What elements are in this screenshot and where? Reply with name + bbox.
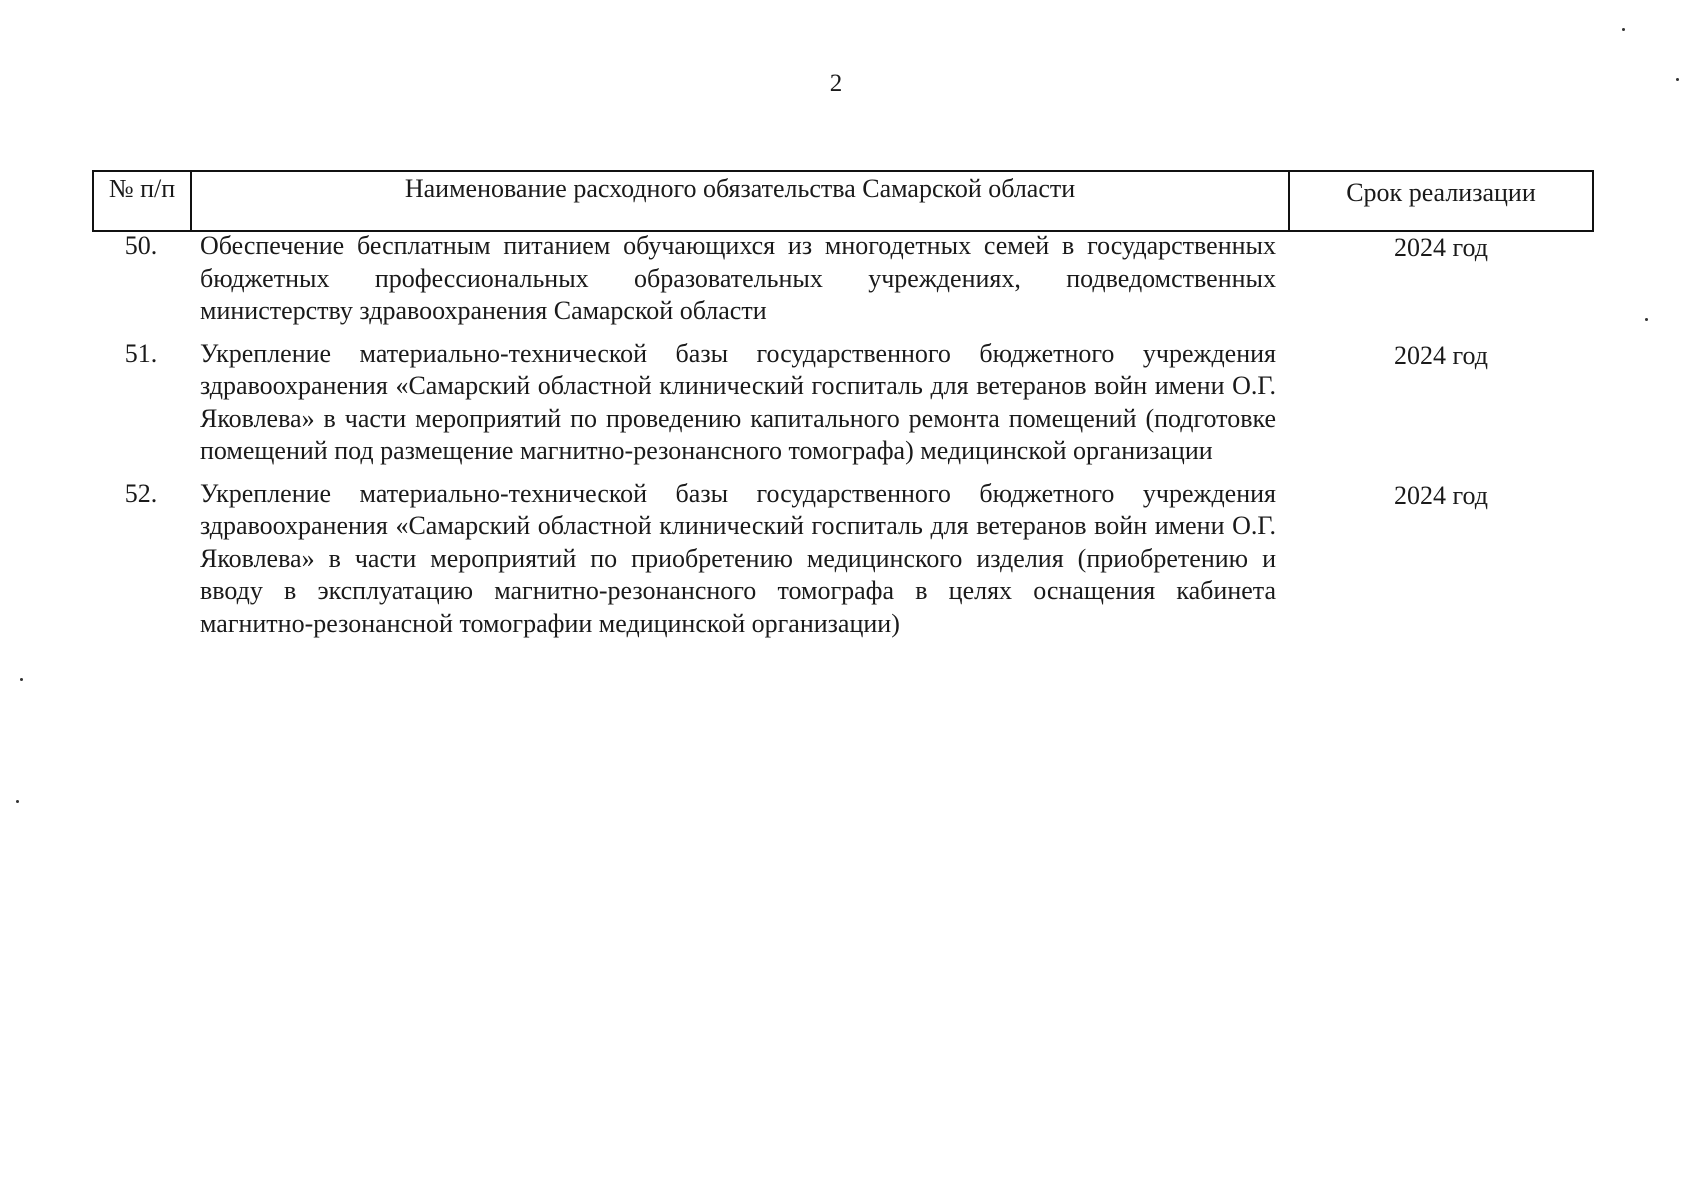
row-term: 2024 год xyxy=(1394,233,1488,262)
page-number: 2 xyxy=(829,70,843,97)
table-row xyxy=(92,338,1594,468)
row-number: 52. xyxy=(124,478,158,508)
scan-speck xyxy=(16,800,19,803)
scan-speck xyxy=(1622,28,1625,31)
header-term: Срок реализации xyxy=(1346,178,1536,207)
table-row xyxy=(92,230,1594,328)
scan-speck xyxy=(1676,78,1679,81)
header-number: № п/п xyxy=(94,172,192,230)
row-number: 51. xyxy=(124,338,158,368)
row-name: Укрепление материально-технической базы государственного бюджетного учреждения здравоохранения «Самарский областной клинический госпиталь для ветеранов войн имени О.Г. Яковлева» в части мероприятий по приобретению медицинского изделия (приобретению и вводу в эксплуатацию магнитно-резонансного томографа в целях оснащения кабинета магнитно-резонансной томографии медицинской организации) xyxy=(200,478,1276,638)
row-name: Укрепление материально-технической базы государственного бюджетного учреждения здравоохранения «Самарский областной клинический госпиталь для ветеранов войн имени О.Г. Яковлева» в части мероприятий по проведению капитального ремонта помещений (подготовке помещений под размещение магнитно-резонансного томографа) медицинской организации xyxy=(200,338,1276,465)
row-number: 50. xyxy=(124,231,158,260)
row-term: 2024 год xyxy=(1394,340,1488,370)
table-body xyxy=(92,230,1594,650)
table-header xyxy=(92,170,1594,232)
row-term: 2024 год xyxy=(1394,480,1488,510)
row-name: Обеспечение бесплатным питанием обучающихся из многодетных семей в государственных бюджетных профессиональных образовательных учреждениях, подведомственных министерству здравоохранения Самарской области xyxy=(200,231,1276,325)
table-row xyxy=(92,478,1594,641)
header-name: Наименование расходного обязательства Самарской области xyxy=(192,172,1290,230)
scan-speck xyxy=(1645,318,1648,321)
scan-speck xyxy=(20,678,23,681)
